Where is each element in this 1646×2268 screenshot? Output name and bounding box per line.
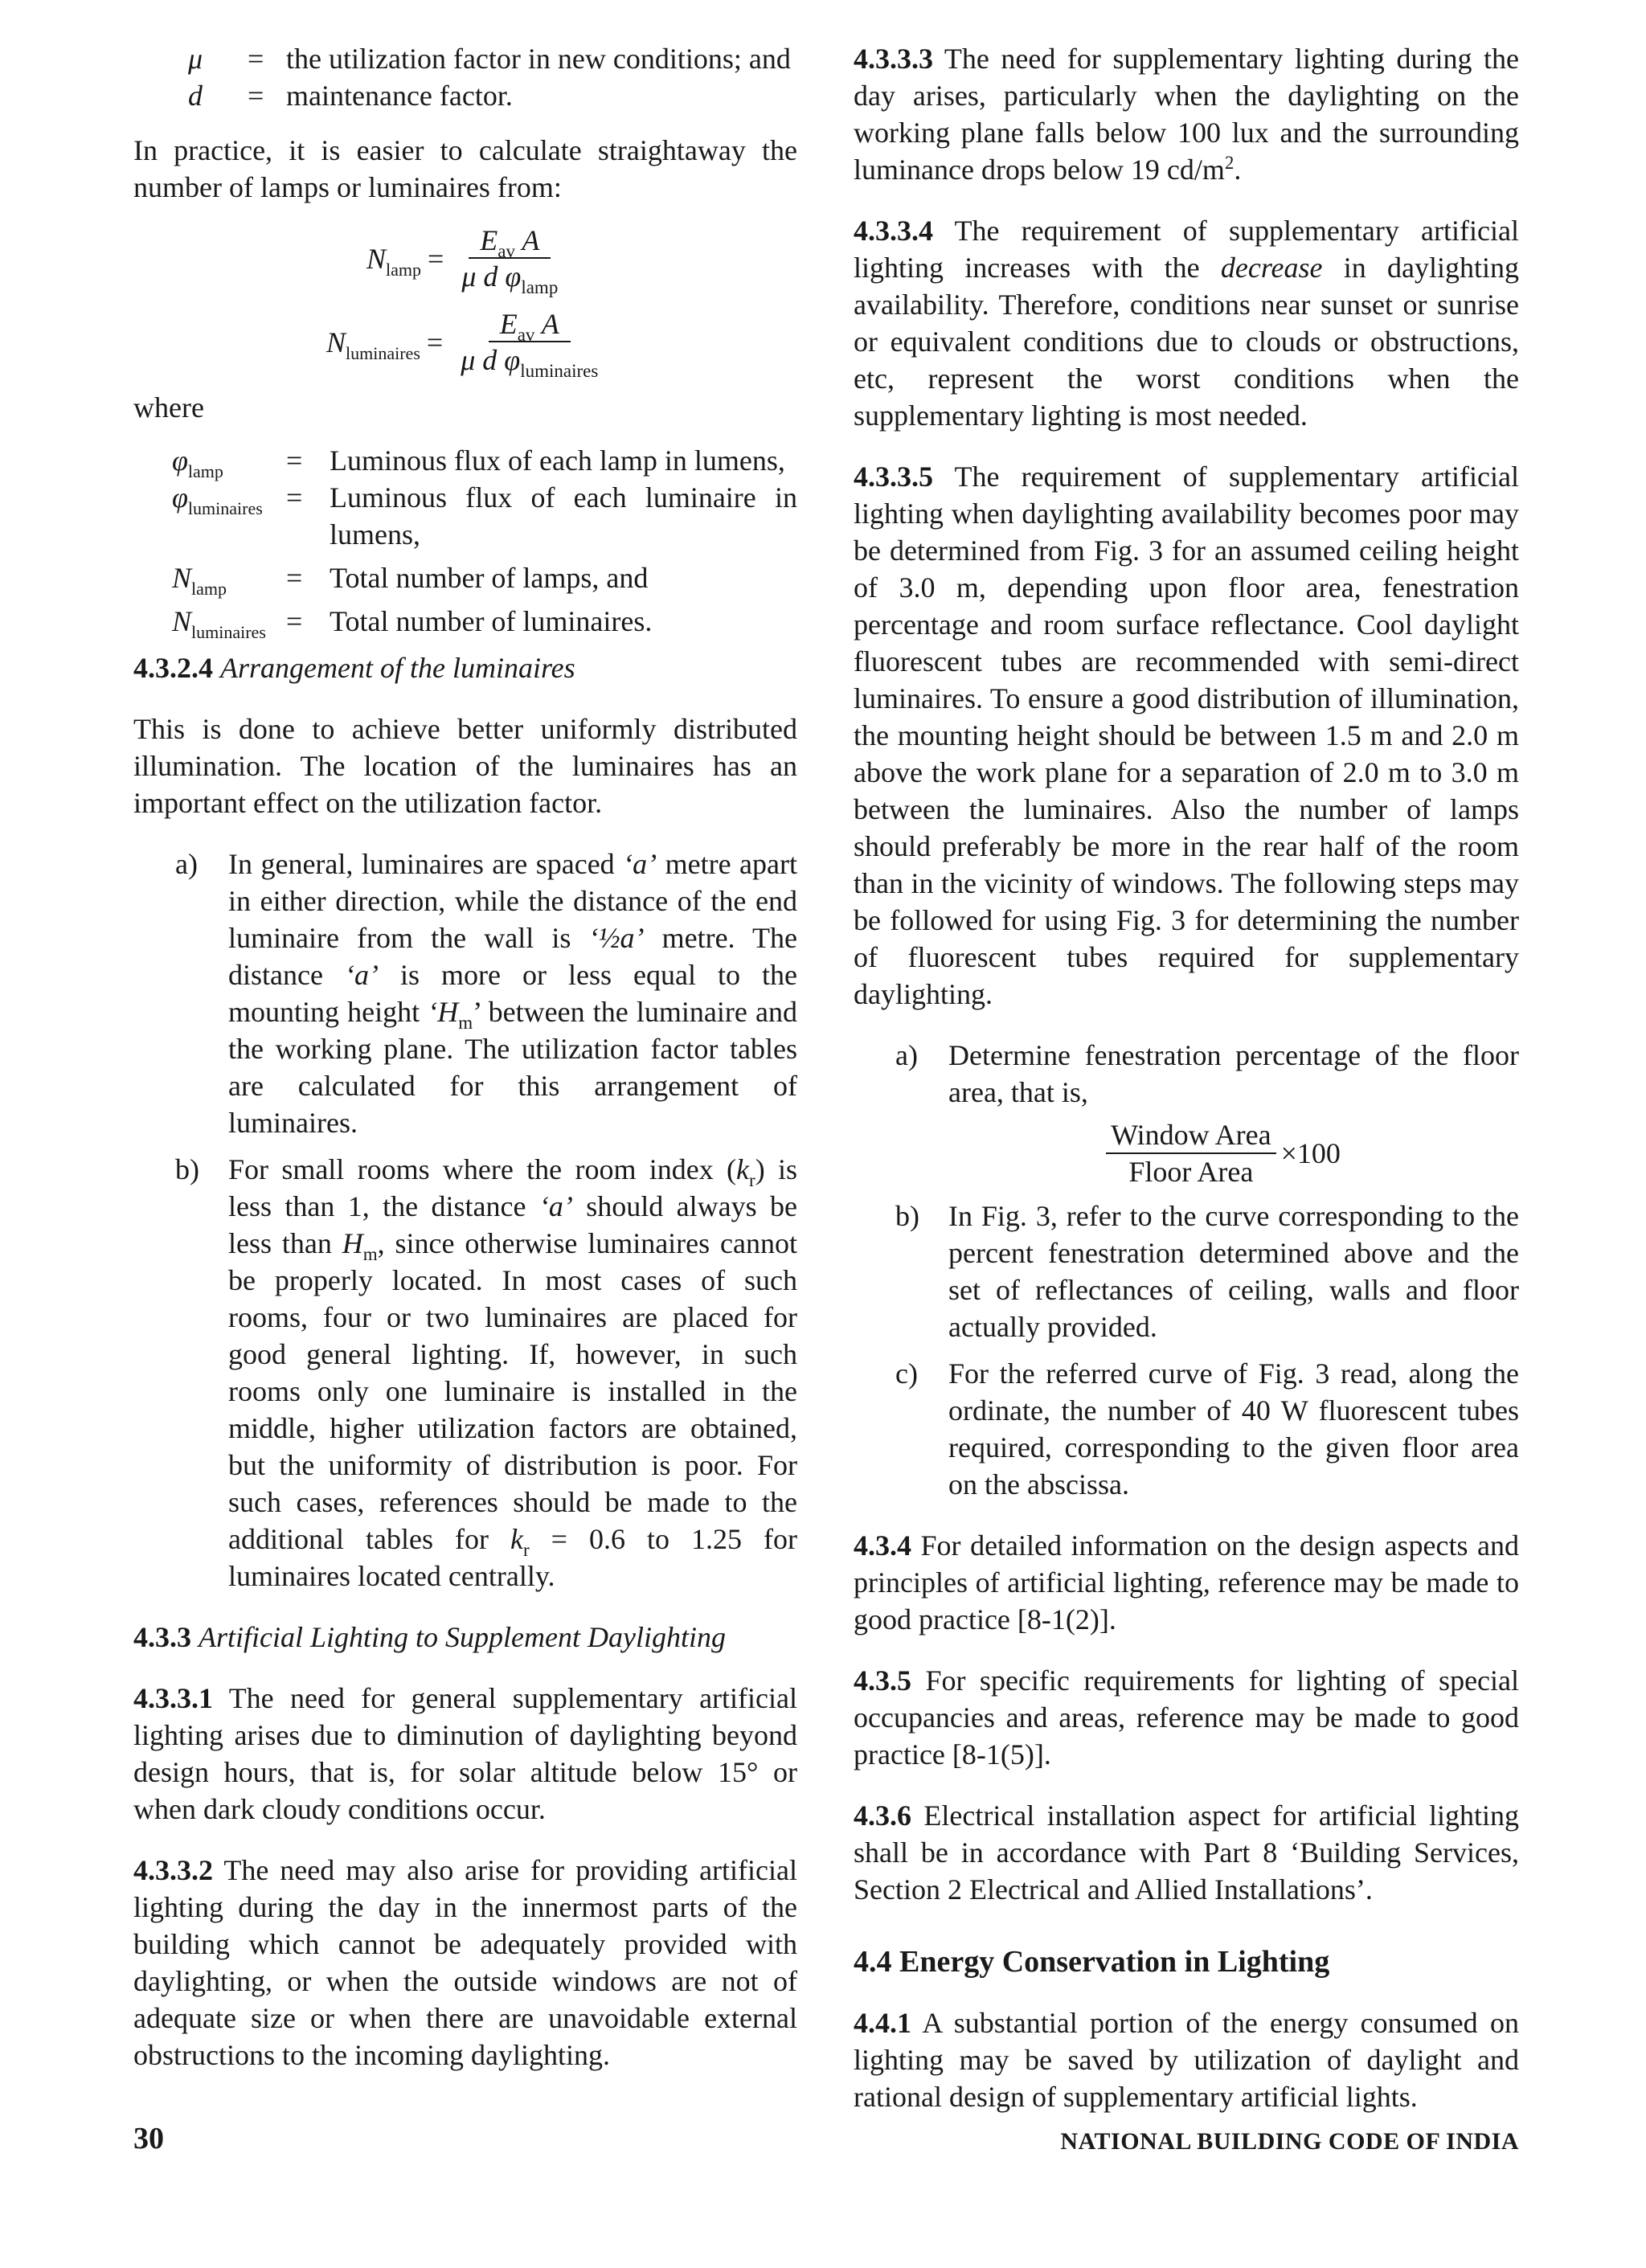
formula-numerator: $E_{av}$ A [489,307,571,342]
def-symbol: d [188,80,203,112]
paragraph-4-3-3-1: 4.3.3.1 The need for general supplementary artificial lighting arises due to diminution of daylighting beyond design hours, that is, for solar altitude below 15° or when dark cloudy conditions occur. [133,1682,797,1825]
list-item: b) For small rooms where the room index $(k_r)$ is less than 1, the distance ‘a’ should always be less than $H_m$, since otherwise luminaires cannot be properly located. In most cases of such rooms, four or two luminaires are placed for good general lighting. If, however, in such rooms only one luminaire is installed in the middle, higher utilization factors are obtained, but the uniformity of distribution is poor. For such cases, references should be made to the additional tables for $k_r = 0.6$ to 1.25 for luminaires located centrally. [175,1153,798,1592]
list-item: a) Determine fenestration percentage of the floor area, that is, [895,1039,1519,1108]
list-item: a) In general, luminaires are spaced ‘a’ metre apart in either direction, while the distance of the end luminaire from the wall is ‘½a’ metre. The distance ‘a’ is more or less equal to the mounting height ‘$H_m$’ between the luminaire and the working plane. The utilization factor tables are calculated for this arrangement of luminaires. [175,848,797,1139]
where-item: $\varphi_{lamp}$ = Luminous flux of each lamp in lumens, [172,444,785,481]
formula-luminaires [326,301,797,384]
list-item: b) In Fig. 3, refer to the curve corresponding to the percent fenestration determined above and the set of reflectances of ceiling, walls and floor actually provided. [895,1200,1519,1343]
paragraph-4-3-5: 4.3.5 For specific requirements for lighting of special occupancies and areas, reference may be made to good practice [8-1(5)]. [854,1664,1520,1771]
formula-equals: = [426,326,444,358]
formula-lhs: $N_{luminaires}$ [326,326,420,363]
right-column [854,40,1519,2115]
paragraph-4-3-2-4: This is done to achieve better uniformly distributed illumination. The location of the luminaires has an important effect on the utilization factor. [133,713,797,819]
arrangement-list [175,845,797,1595]
paragraph-4-3-3-4: 4.3.3.4 The requirement of supplementary artificial lighting increases with the decrease in daylighting availability. Therefore, conditions near sunset or sunrise or equivalent conditions due to clouds or obstructions, etc, represent the worst conditions when the supplementary lighting is most needed. [854,215,1519,432]
formula-lamps [366,217,797,301]
book-title: NATIONAL BUILDING CODE OF INDIA [1060,2128,1519,2155]
formula-numerator: Window Area [1106,1117,1276,1154]
section-heading-4-3-2-4: 4.3.2.4 Arrangement of the luminaires [133,652,575,684]
left-column [133,40,797,2074]
section-heading-4-3-3: 4.3.3 Artificial Lighting to Supplement Daylighting [133,1621,726,1653]
formula-fraction [450,223,569,297]
def-text: maintenance factor. [286,80,513,112]
def-row [188,77,797,114]
where-list [172,442,797,640]
page-footer [133,2120,1519,2160]
paragraph-4-3-3-2: 4.3.3.2 The need may also arise for providing artificial lighting during the day in the innermost parts of the building which cannot be adequately provided with daylighting, or when the outside windows are not of adequate size or when there are unavoidable external obstructions to the incoming daylighting. [133,1854,797,2071]
list-item: c) For the referred curve of Fig. 3 read, along the ordinate, the number of 40 W fluorescent tubes required, corresponding to the given floor area on the abscissa. [895,1357,1519,1500]
where-item: $\varphi_{luminaires}$ = Luminous flux of each luminaire in lumens, [172,481,797,551]
formula-equals: = [428,243,444,275]
def-equals: = [248,43,264,75]
formula-denominator: μ d $\varphi_{lamp}$ [461,260,559,297]
paragraph-4-3-6: 4.3.6 Electrical installation aspect for artificial lighting shall be in accordance with Part 8 ‘Building Services, Section 2 Electrical and Allied Installations’. [854,1799,1520,1906]
def-symbol: μ [188,43,203,75]
where-item: $N_{lamp}$ = Total number of lamps, and [172,562,649,599]
steps-list [895,1037,1519,1503]
formula-lhs: $N_{lamp}$ [366,243,422,280]
paragraph-4-3-3-3: 4.3.3.3 The need for supplementary lighting during the day arises, particularly when the daylighting on the working plane falls below 100 lux and the surrounding luminance drops below 19 $cd/m^2$. [854,43,1519,186]
formula-denominator: Floor Area [1128,1156,1254,1188]
def-equals: = [248,80,264,112]
paragraph-4-3-4: 4.3.4 For detailed information on the design aspects and principles of artificial lighting, reference may be made to good practice [8-1(2)]. [854,1529,1520,1635]
section-heading-4-4: 4.4 Energy Conservation in Lighting [854,1945,1330,1979]
paragraph-4-3-3-5: 4.3.3.5 The requirement of supplementary artificial lighting when daylighting availability becomes poor may be determined from Fig. 3 for an assumed ceiling height of 3.0 m, depending upon floor area, fenestration percentage and room surface reflectance. Cool daylight fluorescent tubes are recommended with semi-direct luminaires. To ensure a good distribution of illumination, the mounting height should be between 1.5 m and 2.0 m above the work plane for a separation of 2.0 m to 3.0 m between the luminaires. Also the number of lamps should preferably be more in the rear half of the room than in the vicinity of windows. The following steps may be followed for using Fig. 3 for determining the number of fluorescent tubes required for supplementary daylighting. [854,461,1519,1010]
formula-multiplier: ×100 [1280,1137,1341,1169]
paragraph-4-4-1: 4.4.1 A substantial portion of the energy consumed on lighting may be saved by utilization of daylight and rational design of supplementary artificial lights. [854,2007,1519,2113]
formula-numerator: $E_{av}$ A [469,223,551,259]
where-item: $N_{luminaires}$ = Total number of luminaires. [172,605,653,642]
intro-paragraph: In practice, it is easier to calculate straightaway the number of lamps or luminaires from: [133,134,797,203]
formula-fraction [449,307,609,381]
formula-denominator: μ d $\varphi_{luminaires}$ [461,344,599,381]
fenestration-formula [927,1117,1519,1189]
def-text: the utilization factor in new conditions; and [286,43,791,75]
page-number: 30 [133,2122,164,2155]
where-label: where [133,391,204,424]
defs-block [188,40,797,114]
def-row [188,40,797,77]
